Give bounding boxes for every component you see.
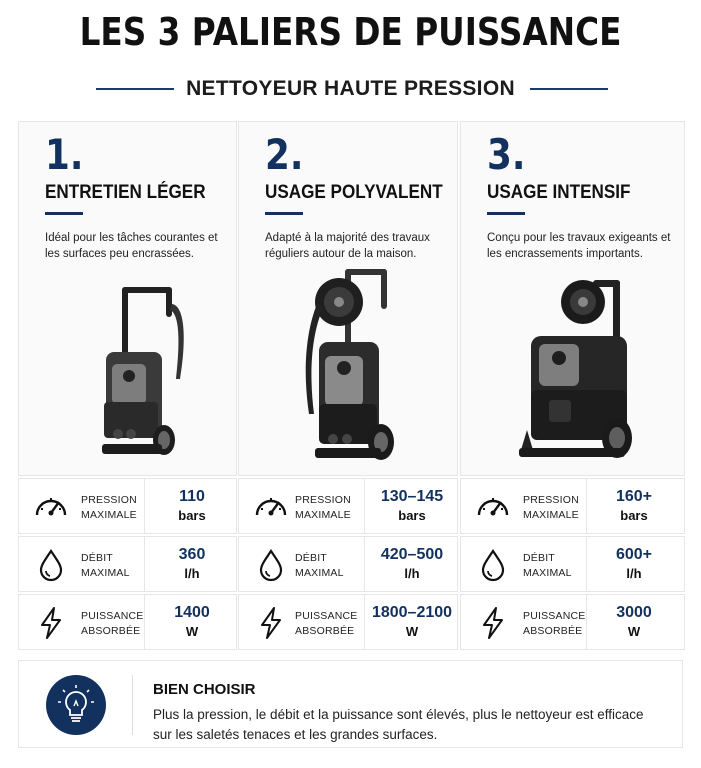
water-drop-icon: [33, 547, 69, 583]
stat-power-tier-1: [18, 594, 237, 650]
divider-right: [530, 88, 608, 90]
tier-description: Conçu pour les travaux exigeants et les encrassements importants.: [487, 232, 671, 260]
tier-underline: [265, 212, 303, 215]
tier-title: USAGE INTENSIF: [487, 182, 631, 203]
tip-title: BIEN CHOISIR: [153, 681, 256, 698]
tier-card-2: [238, 121, 458, 476]
stat-value: 1400 W: [174, 604, 210, 639]
pressure-washer-image: [94, 284, 194, 464]
tier-card-1: [18, 121, 237, 476]
stat-pressure-tier-2: [238, 478, 458, 534]
stat-label: PRESSION MAXIMALE: [81, 494, 137, 521]
stat-label: DÉBIT MAXIMAL: [81, 552, 130, 579]
stat-pressure-tier-1: [18, 478, 237, 534]
stat-value: 110 bars: [178, 488, 206, 523]
tier-number: 2.: [265, 130, 304, 179]
tier-number: 3.: [487, 130, 526, 179]
lightning-icon: [33, 605, 69, 641]
subtitle-row: [0, 74, 701, 104]
stat-value: 160+ bars: [615, 488, 653, 523]
stat-label: DÉBIT MAXIMAL: [295, 552, 344, 579]
stat-value: 420–500 l/h: [380, 546, 444, 581]
stat-value: 130–145 bars: [380, 488, 444, 523]
stat-label: PRESSION MAXIMALE: [523, 494, 579, 521]
lightning-icon: [253, 605, 289, 641]
stat-value: 1800–2100 W: [371, 604, 453, 639]
pressure-washer-image: [513, 270, 643, 470]
stat-value: 600+ l/h: [615, 546, 653, 581]
stat-value: 3000 W: [616, 604, 652, 639]
tier-underline: [45, 212, 83, 215]
stat-flow-tier-2: [238, 536, 458, 592]
pressure-washer-image: [297, 264, 417, 469]
stat-power-tier-2: [238, 594, 458, 650]
stat-label: PUISSANCE ABSORBÉE: [523, 610, 586, 637]
tier-underline: [487, 212, 525, 215]
lightning-icon: [475, 605, 511, 641]
tip-divider: [132, 675, 133, 735]
tier-title: USAGE POLYVALENT: [265, 182, 443, 203]
tip-box: [18, 660, 683, 748]
stat-label: PUISSANCE ABSORBÉE: [295, 610, 358, 637]
tier-card-3: [460, 121, 685, 476]
gauge-icon: [253, 489, 289, 525]
stat-label: DÉBIT MAXIMAL: [523, 552, 572, 579]
tier-description: Adapté à la majorité des travaux réguliers autour de la maison.: [265, 232, 430, 260]
stat-label: PRESSION MAXIMALE: [295, 494, 351, 521]
lightbulb-icon: [46, 675, 106, 735]
water-drop-icon: [253, 547, 289, 583]
stat-power-tier-3: [460, 594, 685, 650]
tip-text: Plus la pression, le débit et la puissance sont élevés, plus le nettoyeur est efficace sur les saletés tenaces et les grandes surfaces.: [153, 707, 644, 742]
tier-description: Idéal pour les tâches courantes et les surfaces peu encrassées.: [45, 232, 218, 260]
stat-flow-tier-1: [18, 536, 237, 592]
stat-label: PUISSANCE ABSORBÉE: [81, 610, 144, 637]
stat-value: 360 l/h: [178, 546, 206, 581]
page-title: LES 3 PALIERS DE PUISSANCE: [79, 10, 622, 54]
tier-title: ENTRETIEN LÉGER: [45, 182, 206, 203]
gauge-icon: [475, 489, 511, 525]
tier-number: 1.: [45, 130, 84, 179]
stat-pressure-tier-3: [460, 478, 685, 534]
water-drop-icon: [475, 547, 511, 583]
page-subtitle: NETTOYEUR HAUTE PRESSION: [186, 77, 515, 100]
stat-flow-tier-3: [460, 536, 685, 592]
gauge-icon: [33, 489, 69, 525]
